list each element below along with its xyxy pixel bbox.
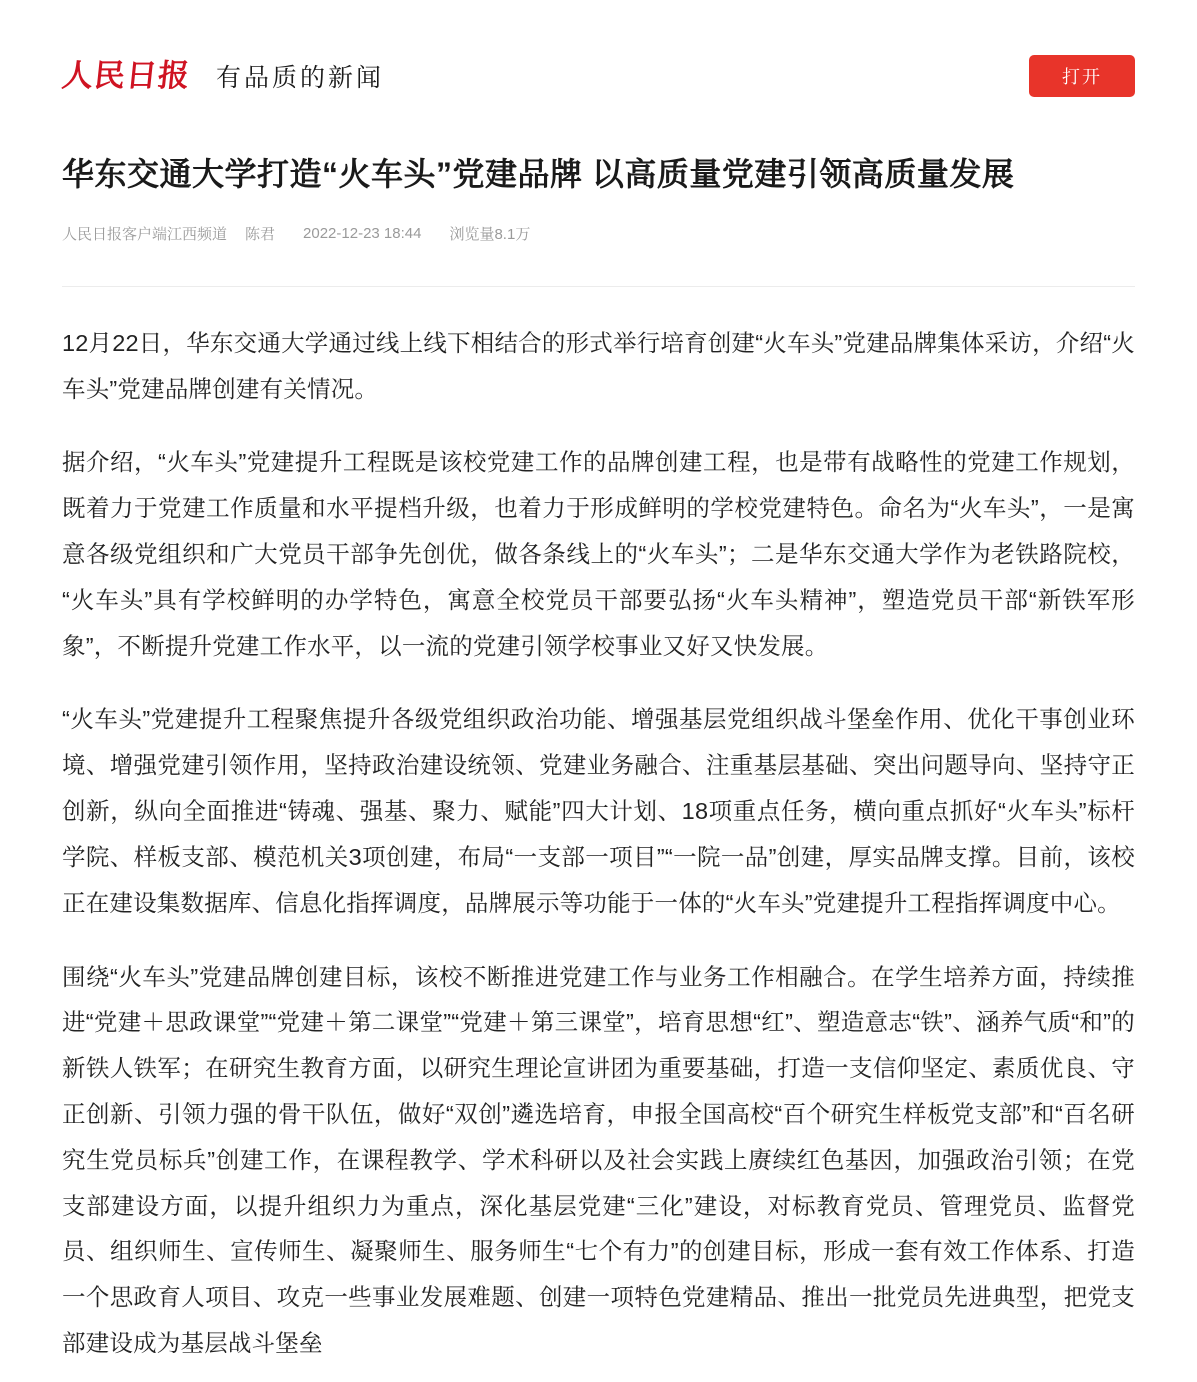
- page-title: 华东交通大学打造“火车头”党建品牌 以高质量党建引领高质量发展: [62, 156, 1015, 192]
- article-paragraph: 12月22日，华东交通大学通过线上线下相结合的形式举行培育创建“火车头”党建品牌集体采访，介绍“火车头”党建品牌创建有关情况。: [62, 329, 1135, 402]
- peoples-daily-logo: 人民日报: [60, 57, 192, 94]
- article-paragraph: 围绕“火车头”党建品牌创建目标，该校不断推进党建工作与业务工作相融合。在学生培养方面，持续推进“党建＋思政课堂”“党建＋第二课堂”“党建＋第三课堂”，培育思想“红”、塑造意志“铁”、涵养气质“和”的新铁人铁军；在研究生教育方面，以研究生理论宣讲团为重要基础，打造一支信仰坚定、素质优良、守正创新、引领力强的骨干队伍，做好“双创”遴选培育，申报全国高校“百个研究生样板党支部”和“百名研究生党员标兵”创建工作，在课程教学、学术科研以及社会实践上赓续红色基因，加强政治引领；在党支部建设方面，以提升组织力为重点，深化基层党建“三化”建设，对标教育党员、管理党员、监督党员、组织师生、宣传师生、凝聚师生、服务师生“七个有力”的创建目标，形成一套有效工作体系、打造一个思政育人项目、攻克一些事业发展难题、创建一项特色党建精品、推出一批党员先进典型，把党支部建设成为基层战斗堡垒: [62, 963, 1135, 1357]
- article-paragraph: “火车头”党建提升工程聚焦提升各级党组织政治功能、增强基层党组织战斗堡垒作用、优化干事创业环境、增强党建引领作用，坚持政治建设统领、党建业务融合、注重基层基础、突出问题导向、坚持守正创新，纵向全面推进“铸魂、强基、聚力、赋能”四大计划、18项重点任务，横向重点抓好“火车头”标杆学院、样板支部、模范机关3项创建，布局“一支部一项目”“一院一品”创建，厚实品牌支撑。目前，该校正在建设集数据库、信息化指挥调度，品牌展示等功能于一体的“火车头”党建提升工程指挥调度中心。: [62, 706, 1135, 916]
- article-meta: [62, 223, 1135, 244]
- meta-source: 人民日报客户端江西频道: [62, 225, 228, 243]
- brand-slogan: 有品质的新闻: [216, 63, 385, 92]
- site-header: [62, 0, 1135, 152]
- article-body: [62, 321, 1135, 1367]
- meta-datetime: 2022-12-23 18:44: [303, 224, 422, 242]
- meta-author: 陈君: [245, 225, 276, 243]
- brand-area[interactable]: [62, 58, 384, 94]
- article-paragraph: 据介绍，“火车头”党建提升工程既是该校党建工作的品牌创建工程，也是带有战略性的党建工作规划，既着力于党建工作质量和水平提档升级，也着力于形成鲜明的学校党建特色。命名为“火车头”，一是寓意各级党组织和广大党员干部争先创优，做各条线上的“火车头”；二是华东交通大学作为老铁路院校，“火车头”具有学校鲜明的办学特色，寓意全校党员干部要弘扬“火车头精神”，塑造党员干部“新铁军形象”，不断提升党建工作水平，以一流的党建引领学校事业又好又快发展。: [62, 449, 1135, 659]
- open-app-button[interactable]: 打开: [1029, 55, 1135, 97]
- meta-views: 浏览量8.1万: [449, 225, 531, 243]
- meta-divider: [62, 286, 1135, 287]
